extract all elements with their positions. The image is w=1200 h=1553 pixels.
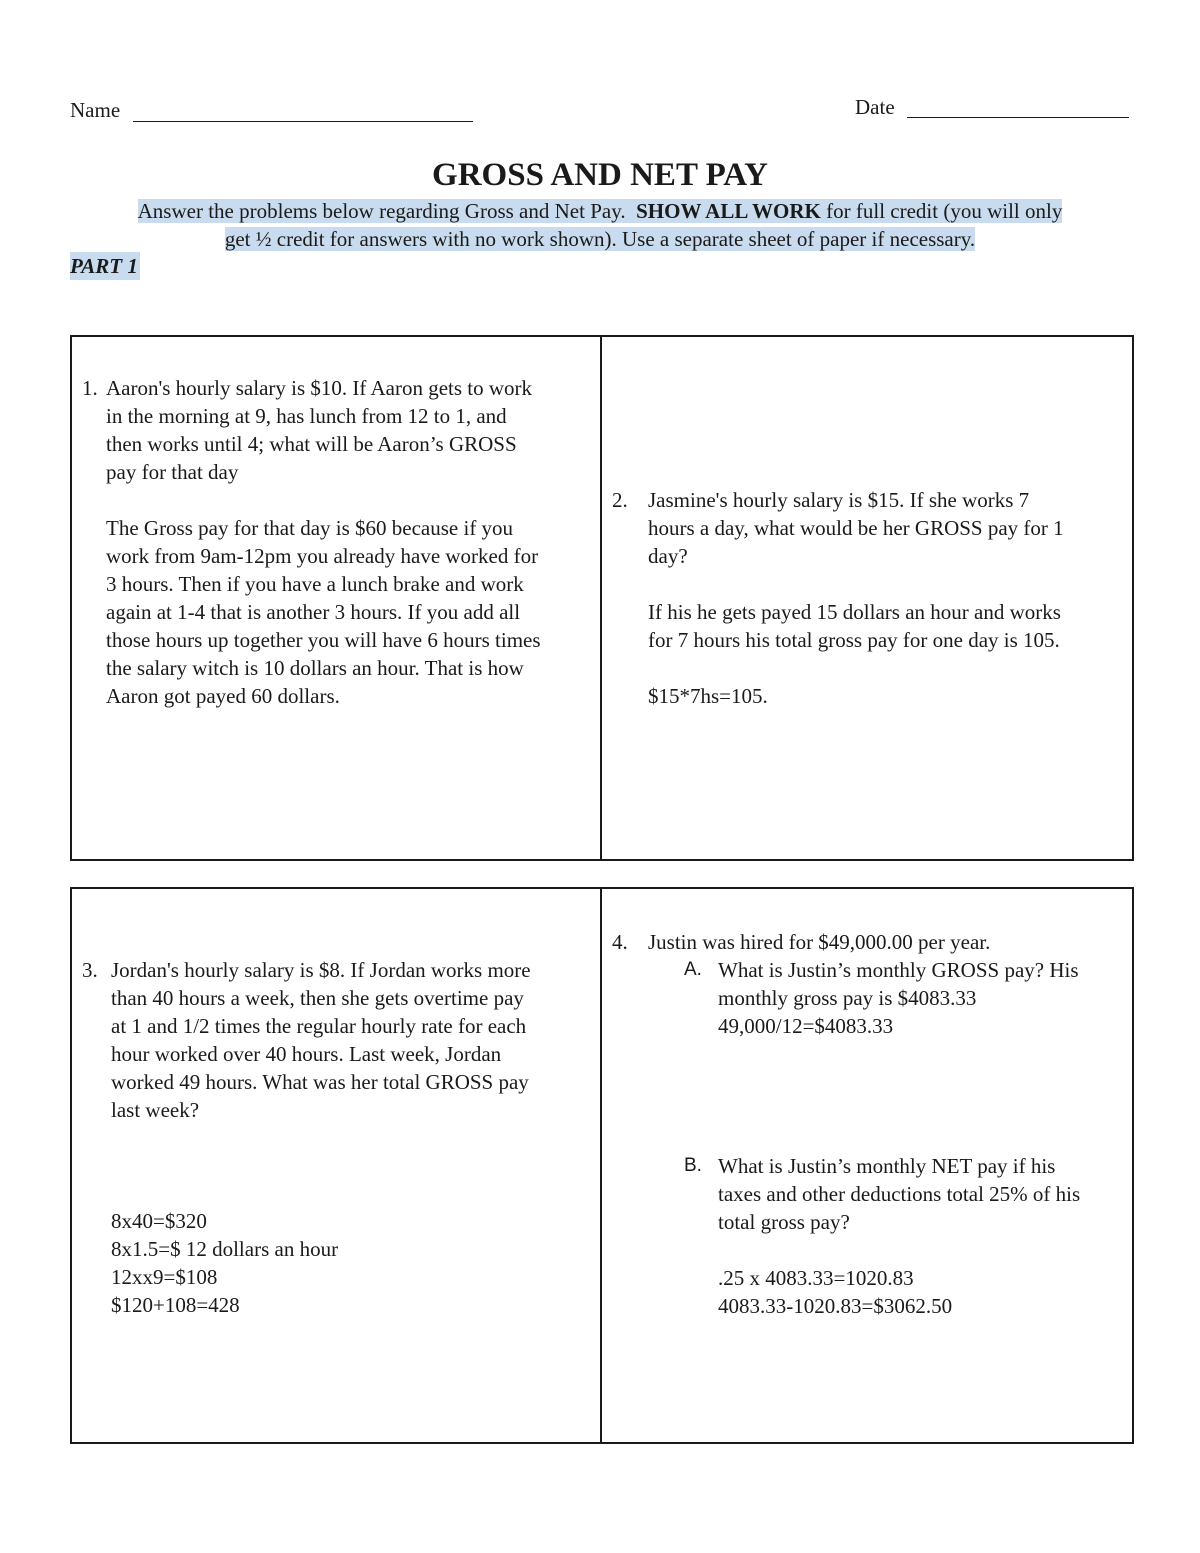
problem-2-answer: If his he gets payed 15 dollars an hour and works for 7 hours his total gross pay for one day is 105. xyxy=(648,600,1061,652)
problem-3-question: Jordan's hourly salary is $8. If Jordan works more than 40 hours a week, then she gets overtime pay at 1 and 1/2 times the regular hourly rate for each hour worked over 40 hours. Last week, Jordan worked 49 hours. What was her total GROSS pay last week? xyxy=(111,958,531,1122)
problem-4b-text: What is Justin’s monthly NET pay if his taxes and other deductions total 25% of his total gross pay? xyxy=(718,1154,1081,1234)
problem-4-number: 4. xyxy=(612,930,628,954)
box-divider-bottom xyxy=(600,887,602,1444)
instructions xyxy=(70,197,1130,253)
problem-2 xyxy=(648,486,1128,710)
problem-4a xyxy=(718,956,1130,1040)
problem-4a-text: What is Justin’s monthly GROSS pay? His monthly gross pay is $4083.33 49,000/12=$4083.33 xyxy=(718,958,1079,1038)
problem-3-number: 3. xyxy=(82,958,98,982)
problem-1-answer: The Gross pay for that day is $60 because if you work from 9am-12pm you already have worked for 3 hours. Then if you have a lunch brake and work again at 1-4 that is another 3 hours. If you add all those hours up together you will have 6 hours times the salary witch is 10 dollars an hour. That is how Aaron got payed 60 dollars. xyxy=(106,516,541,708)
problem-4b xyxy=(718,1152,1130,1320)
problem-4-question: Justin was hired for $49,000.00 per year. xyxy=(648,930,991,954)
instructions-text-3: get ½ credit for answers with no work shown). Use a separate sheet of paper if necessary. xyxy=(224,227,976,251)
problem-3-work: 8x40=$320 8x1.5=$ 12 dollars an hour 12xx9=$108 $120+108=428 xyxy=(111,1209,339,1317)
instructions-text-2: for full credit (you will only xyxy=(826,199,1063,223)
name-field-line[interactable] xyxy=(133,121,473,122)
problem-4b-label: B. xyxy=(684,1155,702,1176)
date-field-line[interactable] xyxy=(907,117,1129,118)
problem-1 xyxy=(106,374,596,710)
problem-1-question: Aaron's hourly salary is $10. If Aaron gets to work in the morning at 9, has lunch from 12 to 1, and then works until 4; what will be Aaron’s GROSS pay for that day xyxy=(106,376,533,484)
problem-3-work-block xyxy=(111,1207,596,1319)
date-label: Date xyxy=(855,95,895,119)
problem-3 xyxy=(111,956,596,1124)
part-label: PART 1 xyxy=(70,254,138,278)
problem-2-number: 2. xyxy=(612,488,628,512)
problem-2-work: $15*7hs=105. xyxy=(648,684,768,708)
problem-1-number: 1. xyxy=(82,376,98,400)
problem-2-question: Jasmine's hourly salary is $15. If she works 7 hours a day, what would be her GROSS pay for 1 day? xyxy=(648,488,1064,568)
page-title: GROSS AND NET PAY xyxy=(432,157,768,193)
problem-4a-label: A. xyxy=(684,959,702,980)
name-label: Name xyxy=(70,98,121,122)
box-divider-top xyxy=(600,335,602,861)
instructions-text-1: Answer the problems below regarding Gross and Net Pay. xyxy=(137,199,626,223)
instructions-emphasis: SHOW ALL WORK xyxy=(636,199,821,223)
problem-4b-work: .25 x 4083.33=1020.83 4083.33-1020.83=$3062.50 xyxy=(718,1266,953,1318)
